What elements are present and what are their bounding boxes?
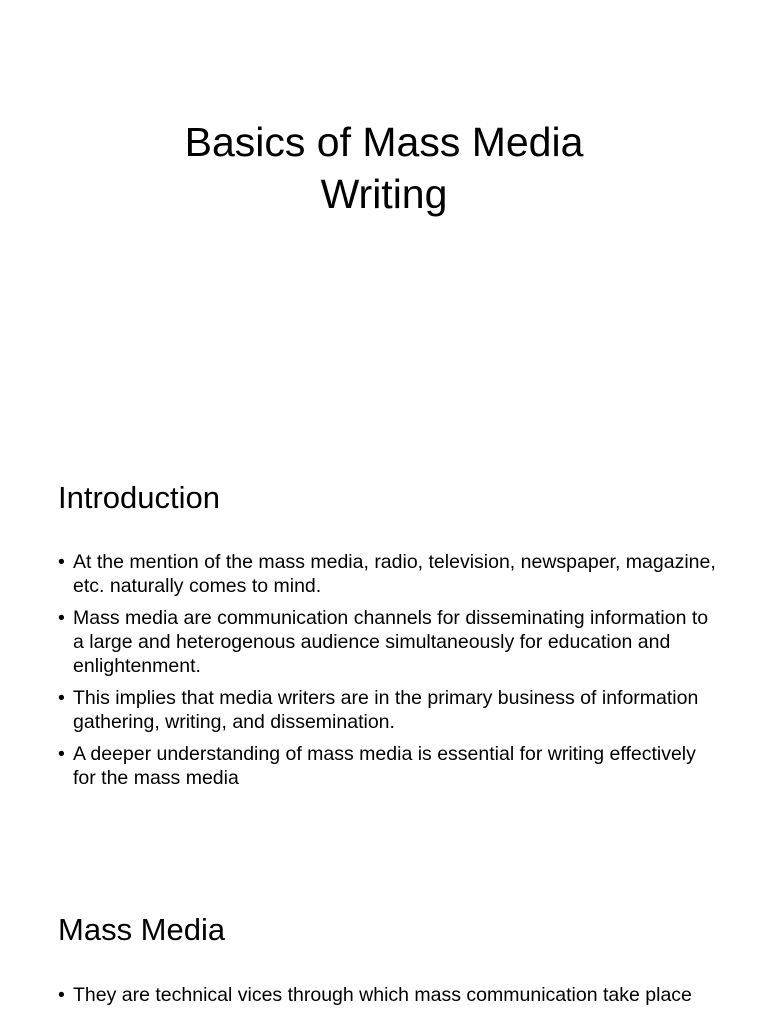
bullet-item	[58, 742, 718, 790]
bullet-text: This implies that media writers are in the primary business of information gathering, writing, and dissemination.	[73, 687, 699, 733]
bullet-text: At the mention of the mass media, radio, television, newspaper, magazine, etc. naturally comes to mind.	[73, 551, 716, 597]
bullet-item	[58, 983, 718, 1007]
bullet-text: Mass media are communication channels for disseminating information to a large and heterogenous audience simultaneously for education and enlightenment.	[73, 607, 709, 677]
title-slide	[0, 0, 768, 432]
bullet-icon: •	[58, 607, 65, 629]
title-line-1: Basics of Mass Media	[184, 119, 584, 165]
presentation-title	[0, 116, 768, 220]
bullet-list	[58, 550, 718, 798]
slide-heading: Mass Media	[58, 912, 226, 947]
bullet-icon: •	[58, 984, 65, 1006]
title-line-2: Writing	[320, 171, 448, 217]
bullet-text: They are technical vices through which mass communication take place	[73, 984, 692, 1006]
bullet-item	[58, 686, 718, 734]
mass-media-slide	[0, 864, 768, 1024]
bullet-item	[58, 550, 718, 598]
introduction-slide	[0, 432, 768, 864]
bullet-icon: •	[58, 743, 65, 765]
bullet-list	[58, 983, 718, 1015]
bullet-icon: •	[58, 551, 65, 573]
bullet-text: A deeper understanding of mass media is essential for writing effectively for the mass media	[73, 743, 696, 789]
bullet-item	[58, 606, 718, 678]
bullet-icon: •	[58, 687, 65, 709]
slide-heading: Introduction	[58, 480, 220, 515]
